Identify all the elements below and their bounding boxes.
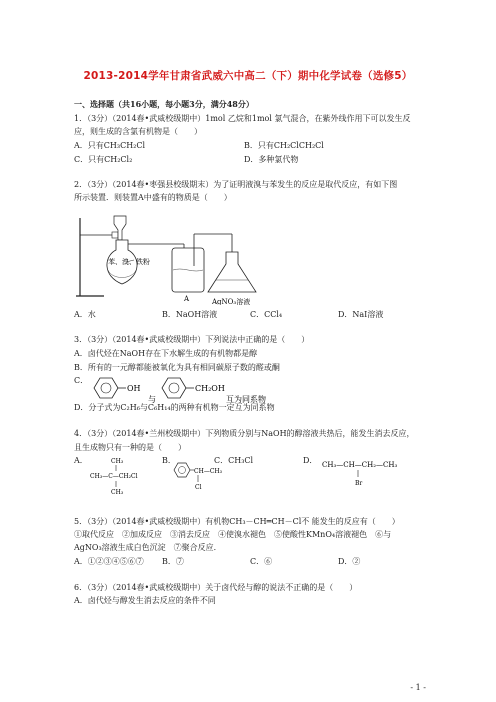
q1-option-c: C．只有CH₂Cl₂ (74, 155, 133, 164)
svg-text:CH₃: CH₃ (111, 458, 124, 465)
apparatus-figure (74, 210, 274, 305)
q3-option-c-label: C． (74, 376, 89, 385)
q6-option-a: A．卤代烃与醇发生消去反应的条件不同 (74, 596, 216, 605)
svg-text:Br: Br (355, 480, 363, 487)
q3-c-oh: OH (127, 384, 141, 393)
q4-option-a: A． (74, 456, 88, 465)
q3-option-b: B．所有的一元醇都能被氧化为具有相同碳原子数的醛或酮 (74, 363, 280, 372)
svg-text:CH₃—CH—CH₂—CH₃: CH₃—CH—CH₂—CH₃ (322, 461, 398, 469)
q2-option-b: B．NaOH溶液 (162, 310, 218, 319)
q4-option-d: D． (303, 456, 318, 465)
svg-text:CH—CH₃: CH—CH₃ (194, 468, 223, 475)
q3-c-ch2oh: CH₂OH (195, 384, 225, 393)
q1-stem-line1: 1．（3分）（2014春•武威校级期中）1mol 乙烷和1mol 氯气混合，在紫外线作用下可以发生反 (74, 114, 411, 123)
svg-text:CH₃: CH₃ (111, 489, 124, 496)
fig-label-agno3: AgNO₃溶液 (212, 298, 251, 305)
fig-label-reagents: 苯、溴、铁粉 (108, 258, 150, 266)
page-number: - 1 - (410, 683, 426, 692)
q4-option-b: B． (162, 456, 176, 465)
q2-stem-line1: 2．（3分）（2014春•枣强县校级期末）为了证明液溴与苯发生的反应是取代反应，有如下图 (74, 180, 398, 189)
q1-option-d: D．多种氯代物 (244, 155, 299, 164)
q4-option-a-structure (84, 455, 164, 497)
q2-stem-line2: 所示装置．则装置A中盛有的物质是（ ） (74, 193, 232, 202)
svg-text:Cl: Cl (195, 484, 202, 491)
q2-option-a: A．水 (74, 310, 96, 319)
section-heading: 一、选择题（共16小题，每小题3分，满分48分） (74, 99, 254, 109)
q5-option-c: C．⑥ (250, 557, 273, 566)
q5-option-a: A．①②③④⑤⑥⑦ (74, 557, 144, 566)
q5-stem-line3: AgNO₃溶液生成白色沉淀 ⑦聚合反应． (74, 543, 222, 552)
fig-label-a: A (184, 295, 190, 303)
q2-option-d: D．NaI溶液 (338, 310, 384, 319)
q4-option-d-structure (318, 455, 418, 497)
q1-option-b: B．只有CH₂ClCH₂Cl (244, 141, 324, 150)
q1-stem-line2: 应，则生成的含氯有机物是（ ） (74, 127, 202, 136)
q3-c-and: 与 (148, 395, 156, 404)
q5-stem-line1: 5．（3分）（2014春•武威校级期中）有机物CH₃－CH═CH－Cl不 能发生的反应有（ ） (74, 517, 400, 526)
q4-stem-line2: 且生成物只有一种的是（ ） (74, 443, 186, 452)
q4-stem-line1: 4．（3分）（2014春•兰州校级期中）下列物质分别与NaOH的醇溶液共热后，能发生消去反应， (74, 429, 415, 438)
q4-option-c: C．CH₃Cl (214, 456, 254, 465)
q5-option-d: D．② (338, 557, 361, 566)
q3-option-d: D．分子式为C₂H₆与C₆H₁₄的两种有机物一定互为同系物 (74, 403, 275, 412)
svg-text:CH₃—C—CH₂Cl: CH₃—C—CH₂Cl (90, 473, 138, 480)
q5-stem-line2: ①取代反应 ②加成反应 ③消去反应 ④使溴水褪色 ⑤使酸性KMnO₄溶液褪色 ⑥与 (74, 530, 392, 539)
q2-option-c: C．CCl₄ (250, 310, 283, 319)
q6-stem: 6．（3分）（2014春•武威校级期中）关于卤代烃与醇的说法不正确的是（ ） (74, 583, 358, 592)
q5-option-b: B．⑦ (162, 557, 184, 566)
q1-option-a: A．只有CH₃CH₂Cl (74, 141, 146, 150)
q3-stem: 3．（3分）（2014春•武威校级期中）下列说法中正确的是（ ） (74, 335, 310, 344)
q3-option-a: A．卤代烃在NaOH存在下水解生成的有机物都是醇 (74, 349, 258, 358)
q4-option-b-structure (170, 455, 230, 497)
page-title: 2013-2014学年甘肃省武威六中高二（下）期中化学试卷（选修5） (83, 70, 413, 82)
q3-c-suffix: 互为同系物 (226, 395, 266, 404)
